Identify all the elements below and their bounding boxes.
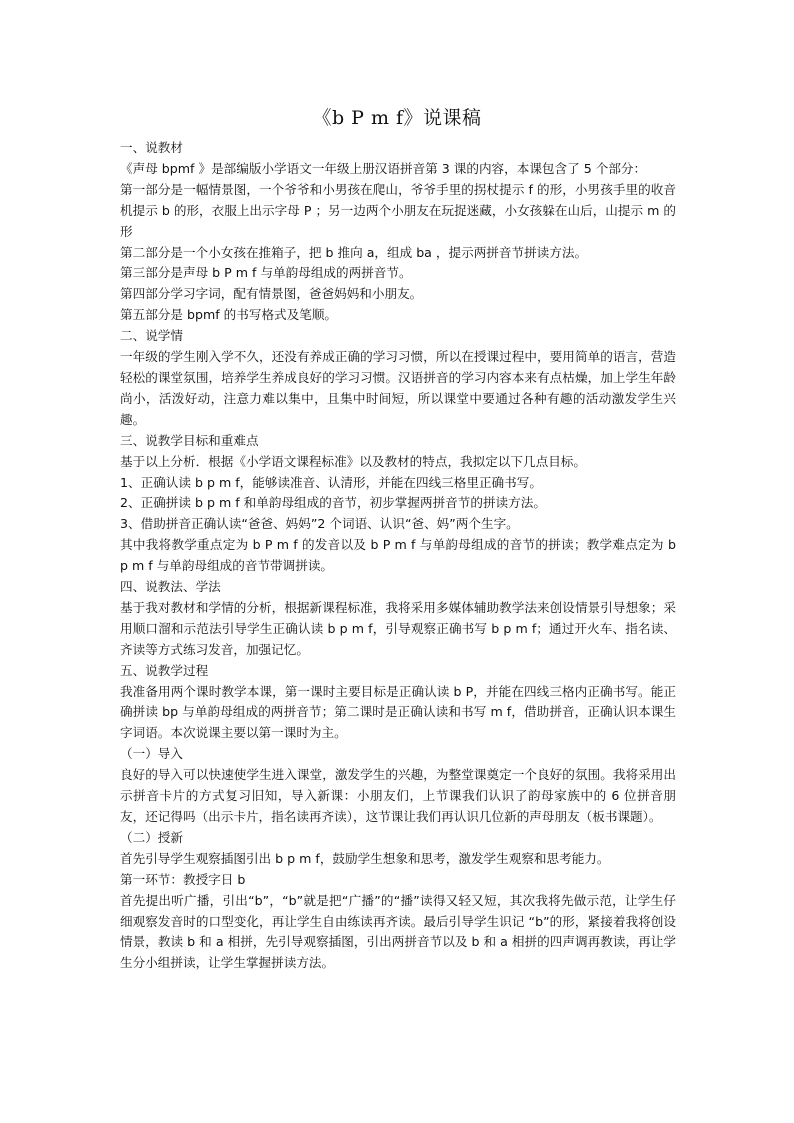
document-title: 《b P m f》说课稿 [312, 107, 482, 129]
paragraph: 第一环节：教授字日 b [120, 871, 246, 887]
goal-item: 3、借助拼音正确认读“爸爸、妈妈”2 个词语、认识“爸、妈”两个生字。 [120, 516, 519, 532]
subsection-heading-new: （二）授新 [120, 829, 183, 845]
paragraph: 第一部分是一幅情景图，一个爷爷和小男孩在爬山，爷爷手里的拐杖提示 f 的形，小男孩手里的收音机提示 b 的形，衣服上出示字母 P ；另一边两个小朋友在玩捉迷藏，小女孩躲在山后，山提示 m 的形 [120, 181, 676, 239]
paragraph: 基于我对教材和学情的分析，根据新课程标准，我将采用多媒体辅助教学法来创设情景引导想象；采用顺口溜和示范法引导学生正确认读 b p m f，引导观察正确书写 b p m f；通过开火车、指名读、齐读等方式练习发音，加强记忆。 [120, 599, 676, 657]
subsection-heading-intro: （一）导入 [120, 746, 183, 762]
paragraph: 第四部分学习字词，配有情景图，爸爸妈妈和小朋友。 [120, 286, 423, 302]
section-heading-methods: 四、说教法、学法 [120, 579, 221, 595]
paragraph: 首先提出听广播，引出“b”，“b”就是把“广播”的“播”读得又轻又短，其次我将先做示范，让学生仔细观察发音时的口型变化，再让学生自由练读再齐读。最后引导学生识记 “b”的形，紧接着我将创设情景，教读 b 和 a 相拼，先引导观察插图，引出两拼音节以及 b 和 a 相拼的四声调再教读，再让学生分小组拼读，让学生掌握拼读方法。 [120, 892, 676, 971]
paragraph: 基于以上分析．根据《小学语文课程标准》以及教材的特点，我拟定以下几点目标。 [120, 453, 586, 469]
paragraph: 第二部分是一个小女孩在推箱子，把 b 推向 a，组成 ba ，提示两拼音节拼读方法。 [120, 244, 588, 260]
paragraph: 其中我将教学重点定为 b P m f 的发音以及 b P m f 与单韵母组成的音节的拼读；教学难点定为 b p m f 与单韵母组成的音节带调拼读。 [120, 537, 676, 574]
section-heading-goals: 三、说教学目标和重难点 [120, 432, 259, 448]
section-heading-process: 五、说教学过程 [120, 662, 209, 678]
section-heading-students: 二、说学情 [120, 328, 183, 344]
paragraph: 第五部分是 bpmf 的书写格式及笔顺。 [120, 307, 338, 323]
paragraph: 良好的导入可以快速使学生进入课堂，激发学生的兴趣，为整堂课奠定一个良好的氛围。我将采用出示拼音卡片的方式复习旧知，导入新课：小朋友们，上节课我们认识了韵母家族中的 6 位拼音朋友，还记得吗（出示卡片，指名读再齐读），这节课让我们再认识几位新的声母朋友（板书课题）。 [120, 767, 676, 824]
document-body [120, 138, 676, 974]
paragraph: 《声母 bpmf 》是部编版小学语文一年级上册汉语拼音第 3 课的内容，本课包含了 5 个部分： [120, 160, 647, 176]
goal-item: 2、正确拼读 b p m f 和单韵母组成的音节，初步掌握两拼音节的拼读方法。 [120, 495, 546, 511]
goal-item: 1、正确认读 b p m f，能够读准音、认清形，并能在四线三格里正确书写。 [120, 474, 542, 490]
paragraph: 一年级的学生刚入学不久，还没有养成正确的学习习惯，所以在授课过程中，要用简单的语言，营造轻松的课堂氛围，培养学生养成良好的学习习惯。汉语拼音的学习内容本来有点枯燥，加上学生年龄尚小，活泼好动，注意力难以集中，且集中时间短，所以课堂中要通过各种有趣的活动激发学生兴趣。 [120, 349, 676, 427]
paragraph: 第三部分是声母 b P m f 与单韵母组成的两拼音节。 [120, 265, 412, 281]
section-heading-textbook: 一、说教材 [120, 140, 183, 155]
paragraph: 首先引导学生观察插图引出 b p m f，鼓励学生想象和思考，激发学生观察和思考能力。 [120, 850, 610, 866]
paragraph: 我准备用两个课时教学本课，第一课时主要目标是正确认读 b P，并能在四线三格内正确书写。能正确拼读 bp 与单韵母组成的两拼音节；第二课时是正确认读和书写 m f，借助拼音，正确认识本课生字词语。本次说课主要以第一课时为主。 [120, 683, 676, 741]
